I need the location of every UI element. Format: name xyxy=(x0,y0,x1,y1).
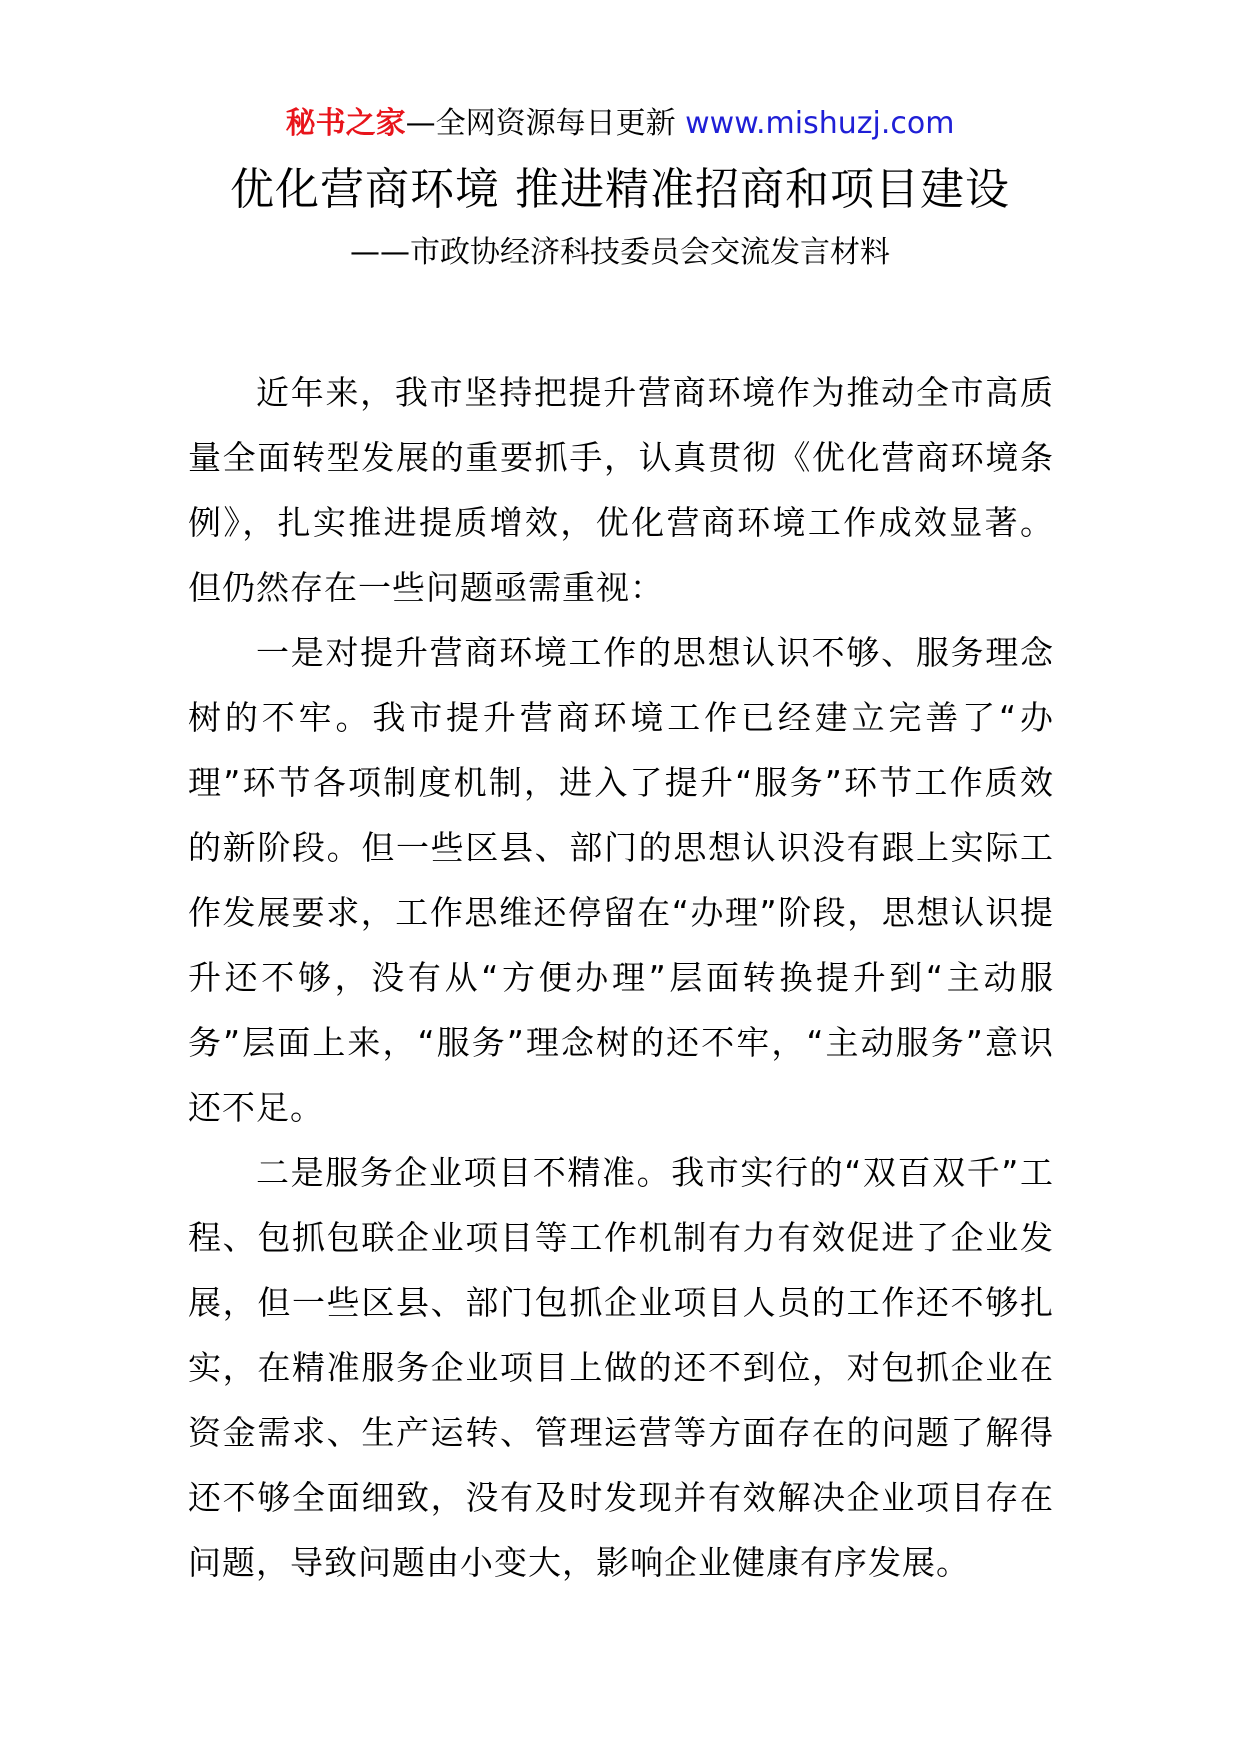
paragraph-intro: 近年来，我市坚持把提升营商环境作为推动全市高质量全面转型发展的重要抓手，认真贯彻《优化营商环境条例》，扎实推进提质增效，优化营商环境工作成效显著。但仍然存在一些问题亟需重视： xyxy=(188,373,1054,607)
site-url-link[interactable]: www.mishuzj.com xyxy=(685,106,955,141)
paragraph-point-two: 二是服务企业项目不精准。我市实行的“双百双千”工程、包抓包联企业项目等工作机制有力有效促进了企业发展，但一些区县、部门包抓企业项目人员的工作还不够扎实，在精准服务企业项目上做的还不到位，对包抓企业在资金需求、生产运转、管理运营等方面存在的问题了解得还不够全面细致，没有及时发现并有效解决企业项目存在问题，导致问题由小变大，影响企业健康有序发展。 xyxy=(188,1153,1054,1582)
header-tagline: —全网资源每日更新 xyxy=(405,106,676,141)
paragraph-point-one: 一是对提升营商环境工作的思想认识不够、服务理念树的不牢。我市提升营商环境工作已经建立完善了“办理”环节各项制度机制，进入了提升“服务”环节工作质效的新阶段。但一些区县、部门的思想认识没有跟上实际工作发展要求，工作思维还停留在“办理”阶段，思想认识提升还不够，没有从“方便办理”层面转换提升到“主动服务”层面上来，“服务”理念树的还不牢，“主动服务”意识还不足。 xyxy=(188,633,1054,1127)
site-header xyxy=(0,104,1240,144)
brand-name: 秘书之家 xyxy=(285,106,406,141)
document-subtitle: ——市政协经济科技委员会交流发言材料 xyxy=(350,235,890,270)
document-body xyxy=(188,360,1054,1595)
document-title: 优化营商环境 推进精准招商和项目建设 xyxy=(230,164,1010,215)
